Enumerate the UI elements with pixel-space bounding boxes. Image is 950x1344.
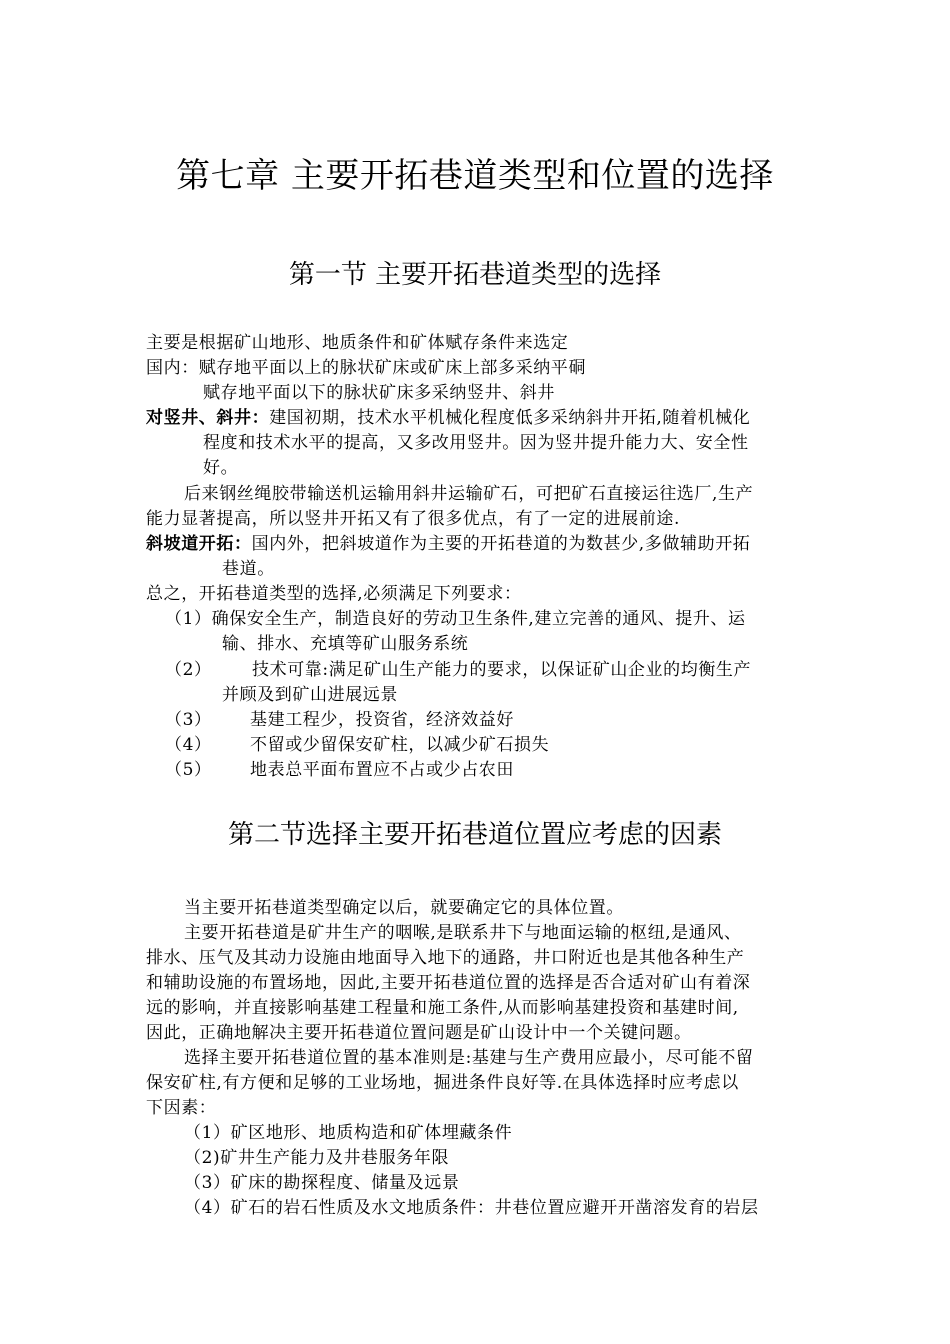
requirement-item: 并顾及到矿山进展远景 bbox=[222, 685, 398, 705]
paragraph-line: 保安矿柱,有方便和足够的工业场地，掘进条件良好等.在具体选择时应考虑以 bbox=[146, 1073, 739, 1093]
paragraph-line: 排水、压气及其动力设施由地面导入地下的通路，井口附近也是其他各种生产 bbox=[146, 948, 745, 968]
requirement-item: 技术可靠:满足矿山生产能力的要求，以保证矿山企业的均衡生产 bbox=[252, 660, 752, 680]
chapter-title: 第七章 主要开拓巷道类型和位置的选择 bbox=[176, 156, 774, 196]
paragraph-line: 因此，正确地解决主要开拓巷道位置问题是矿山设计中一个关键问题。 bbox=[146, 1023, 692, 1043]
shaft-label: 对竖井、斜井： bbox=[146, 408, 270, 428]
paragraph-line: 选择主要开拓巷道位置的基本准则是:基建与生产费用应最小，尽可能不留 bbox=[184, 1048, 754, 1068]
factor-item: （3）矿床的勘探程度、储量及远景 bbox=[184, 1173, 460, 1193]
factor-item: （1）矿区地形、地质构造和矿体埋藏条件 bbox=[184, 1123, 513, 1143]
paragraph-line: 巷道。 bbox=[222, 559, 275, 579]
shaft-text: 建国初期，技术水平机械化程度低多采纳斜井开拓,随着机械化 bbox=[269, 408, 751, 428]
requirement-number: （3） bbox=[165, 710, 212, 730]
requirement-item: 输、排水、充填等矿山服务系统 bbox=[222, 634, 469, 654]
paragraph-line: 好。 bbox=[203, 458, 239, 478]
paragraph-line: 程度和技术水平的提高，又多改用竖井。因为竖井提升能力大、安全性 bbox=[203, 433, 749, 453]
paragraph-line: 国内：赋存地平面以上的脉状矿床或矿床上部多采纳平硐 bbox=[146, 358, 586, 378]
section-1-title: 第一节 主要开拓巷道类型的选择 bbox=[288, 260, 662, 290]
ramp-label: 斜坡道开拓： bbox=[146, 534, 252, 554]
requirement-item: （1）确保安全生产，制造良好的劳动卫生条件,建立完善的通风、提升、运 bbox=[165, 609, 746, 629]
requirement-number: （4） bbox=[165, 735, 212, 755]
paragraph-line: 后来钢丝绳胶带输送机运输用斜井运输矿石，可把矿石直接运往选厂,生产 bbox=[184, 484, 754, 504]
paragraph-line: 能力显著提高，所以竖井开拓又有了很多优点，有了一定的进展前途. bbox=[146, 509, 681, 529]
paragraph-line: 主要开拓巷道是矿井生产的咽喉,是联系井下与地面运输的枢纽,是通风、 bbox=[184, 923, 742, 943]
factor-item: （4）矿石的岩石性质及水文地质条件：井巷位置应避开开凿溶发育的岩层 bbox=[184, 1198, 759, 1218]
paragraph-line: 总之，开拓巷道类型的选择,必须满足下列要求： bbox=[146, 584, 522, 604]
paragraph-line: 和辅助设施的布置场地，因此,主要开拓巷道位置的选择是否合适对矿山有着深 bbox=[146, 973, 751, 993]
section-2-title: 第二节选择主要开拓巷道位置应考虑的因素 bbox=[227, 820, 722, 850]
requirement-item: 基建工程少，投资省，经济效益好 bbox=[250, 710, 514, 730]
requirement-item: 不留或少留保安矿柱，以减少矿石损失 bbox=[250, 735, 550, 755]
ramp-text: 国内外，把斜坡道作为主要的开拓巷道的为数甚少,多做辅助开拓 bbox=[251, 534, 751, 554]
factor-item: （2)矿井生产能力及井巷服务年限 bbox=[184, 1148, 450, 1168]
paragraph-line: 远的影响，并直接影响基建工程量和施工条件,从而影响基建投资和基建时间, bbox=[146, 998, 739, 1018]
paragraph-line: 当主要开拓巷道类型确定以后，就要确定它的具体位置。 bbox=[184, 898, 624, 918]
paragraph-line: 下因素： bbox=[146, 1098, 217, 1118]
paragraph-line: 主要是根据矿山地形、地质条件和矿体赋存条件来选定 bbox=[146, 333, 569, 353]
requirement-item: 地表总平面布置应不占或少占农田 bbox=[250, 760, 514, 780]
paragraph-line bbox=[146, 407, 750, 429]
paragraph-line: 赋存地平面以下的脉状矿床多采纳竖井、斜井 bbox=[203, 383, 555, 403]
requirement-number: （2） bbox=[165, 660, 212, 680]
paragraph-line bbox=[146, 533, 750, 555]
requirement-number: （5） bbox=[165, 760, 212, 780]
